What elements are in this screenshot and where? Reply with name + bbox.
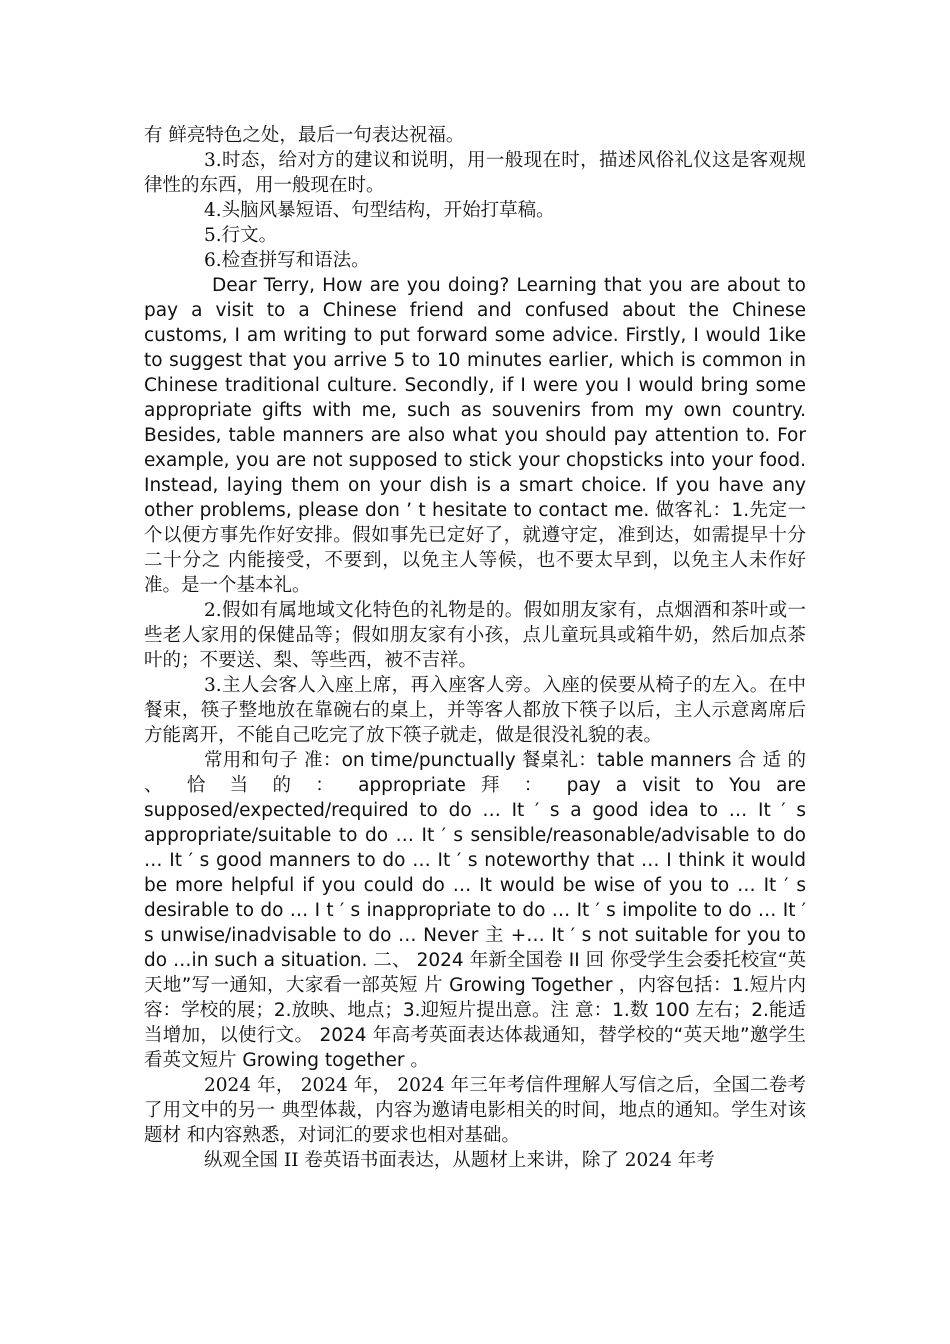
paragraph-exam-analysis: 2024 年， 2024 年， 2024 年三年考信件理解人写信之后，全国二卷考了用文中的另一 典型体裁，内容为邀请电影相关的时间，地点的通知。学生对该题材 和内容熟悉，对词汇的要求也相对基础。 (144, 1075, 806, 1146)
paragraph-gift-etiquette: 2.假如有属地域文化特色的礼物是的。假如朋友家有，点烟酒和茶叶或一些老人家用的保健品等；假如朋友家有小孩，点儿童玩具或箱牛奶，然后加点茶叶的；不要送、梨、等些西，被不吉祥。 (144, 600, 806, 671)
paragraph-seating-etiquette: 3.主人会客人入座上席，再入座客人旁。入座的侯要从椅子的左入。在中餐束，筷子整地放在靠碗右的桌上，并等客人都放下筷子以后，主人示意离席后方能离开，不能自己吃完了放下筷子就走，做是很没礼貌的表。 (144, 675, 806, 746)
paragraph-step-6-check: 6.检查拼写和语法。 (204, 250, 370, 271)
paragraph-summary-end: 有 鲜亮特色之处，最后一句表达祝福。 (144, 125, 465, 146)
paragraph-useful-expressions: 常用和句子 准：on time/punctually 餐桌礼：table manners 合 适 的 、 恰 当 的 ： appropriate 拜 ： pay a visit to You are supposed/expected/required to do … It ′ s a good idea to … It ′ s appropriate/suitable to do … It ′ s sensible/reasonable/advisable to do … It ′ s good manners to do … It ′ s noteworthy that … I think it would be more helpful if you could do … It would be wise of you to … It ′ s desirable to do … I t ′ s inappropriate to do … It ′ s impolite to do … It ′ s unwise/inadvisable to do … Never 主 +… It ′ s not suitable for you to do …in such a situation. 二、 2024 年新全国卷 II 回 你受学生会委托校宣“英天地”写一通知，大家看一部英短 片 Growing Together ，内容包括：1.短片内容：学校的展；2.放映、地点；3.迎短片提出意。注 意：1.数 100 左右；2.能适当增加，以使行文。 2024 年高考英面表达体裁通知，替学校的“英天地”邀学生看英文短片 Growing together 。 (144, 750, 806, 1071)
document-body (144, 123, 806, 1173)
paragraph-step-3-tense: 3.时态，给对方的建议和说明，用一般现在时，描述风俗礼仪这是客观规律性的东西，用一般现在时。 (144, 150, 806, 196)
paragraph-step-4-brainstorm: 4.头脑风暴短语、句型结构，开始打草稿。 (204, 200, 555, 221)
paragraph-overview: 纵观全国 II 卷英语书面表达，从题材上来讲，除了 2024 年考 (204, 1150, 715, 1171)
paragraph-sample-letter: Dear Terry, How are you doing? Learning that you are about to pay a visit to a Chinese friend and confused about the Chinese customs, I am writing to put forward some advice. Firstly, I would 1ike to suggest that you arrive 5 to 10 minutes earlier, which is common in Chinese traditional culture. Secondly, if I were you I would bring some appropriate gifts with me, such as souvenirs from my own country. Besides, table manners are also what you should pay attention to. For example, you are not supposed to stick your chopsticks into your food. Instead, laying them on your dish is a smart choice. If you have any other problems, please don ’ t hesitate to contact me. 做客礼：1.先定一个以便方事先作好安排。假如事先已定好了，就遵守定，准到达，如需提早十分二十分之 内能接受，不要到，以免主人等候，也不要太早到，以免主人未作好准。是一个基本礼。 (144, 275, 806, 596)
paragraph-step-5-write: 5.行文。 (204, 225, 278, 246)
